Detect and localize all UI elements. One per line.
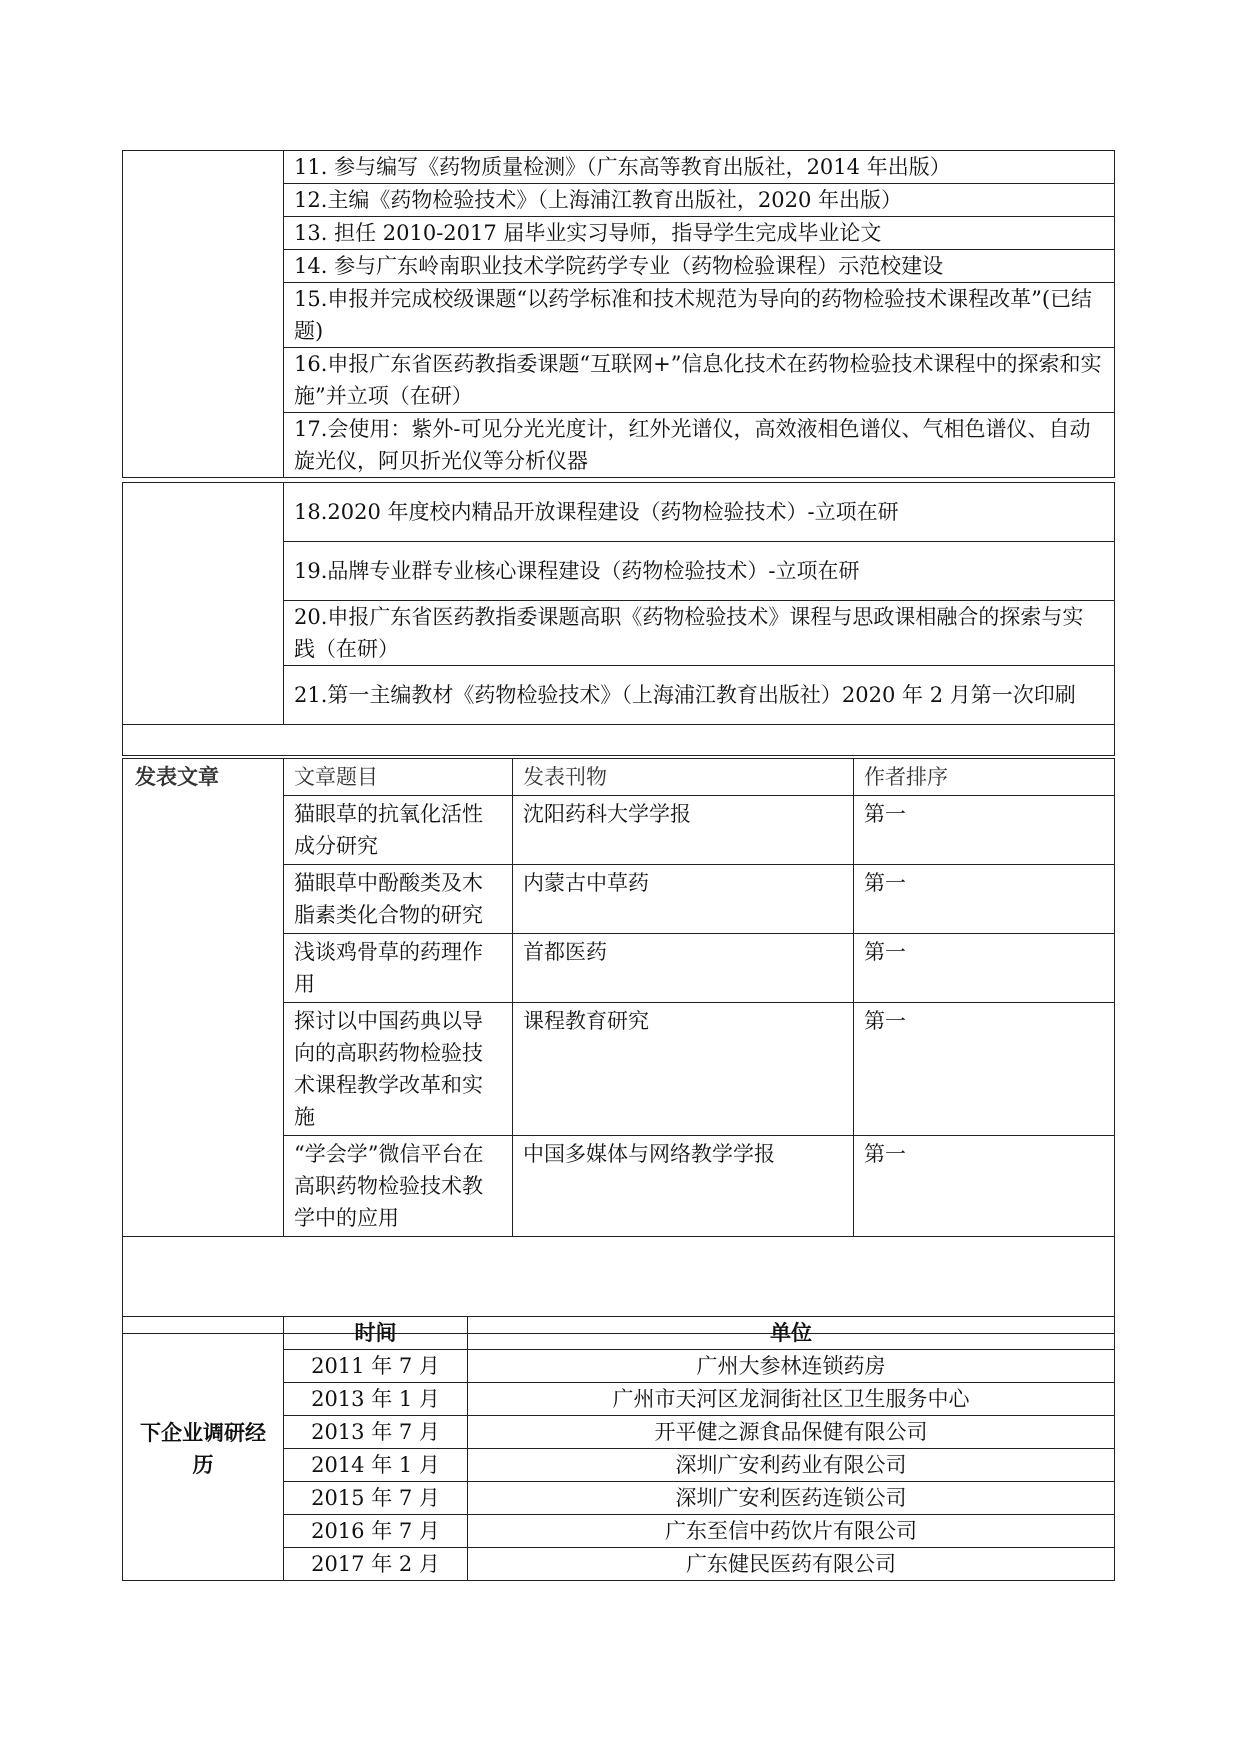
- visit-unit: 深圳广安利药业有限公司: [468, 1449, 1115, 1482]
- visits-label-text: 下企业调研经历: [140, 1420, 266, 1477]
- pub-order: 第一: [854, 934, 1115, 1003]
- blank-row: [123, 725, 1115, 756]
- visit-unit: 开平健之源食品保健有限公司: [468, 1416, 1115, 1449]
- visits-table: [122, 1316, 1115, 1581]
- publications-table: [122, 758, 1115, 1334]
- pub-title: 探讨以中国药典以导向的高职药物检验技术课程教学改革和实施: [284, 1003, 513, 1136]
- pub-order: 第一: [854, 796, 1115, 865]
- activity-item: 11. 参与编写《药物质量检测》（广东高等教育出版社，2014 年出版）: [284, 151, 1115, 184]
- pub-title: 猫眼草的抗氧化活性成分研究: [284, 796, 513, 865]
- activities-table: [122, 150, 1115, 478]
- visit-time: 2011 年 7 月: [284, 1350, 468, 1383]
- activity-item: 17.会使用：紫外-可见分光光度计，红外光谱仪，高效液相色谱仪、气相色谱仪、自动旋光仪，阿贝折光仪等分析仪器: [284, 413, 1115, 478]
- pub-title: “学会学”微信平台在高职药物检验技术教学中的应用: [284, 1136, 513, 1237]
- activity-item: 15.申报并完成校级课题“以药学标准和技术规范为导向的药物检验技术课程改革”(已结题): [284, 283, 1115, 348]
- pub-journal: 课程教育研究: [513, 1003, 854, 1136]
- header-unit: 单位: [468, 1317, 1115, 1350]
- activities-label-cell: [123, 151, 284, 478]
- project-item: 21.第一主编教材《药物检验技术》（上海浦江教育出版社）2020 年 2 月第一次印刷: [284, 666, 1115, 725]
- visit-time: 2013 年 7 月: [284, 1416, 468, 1449]
- pub-title: 猫眼草中酚酸类及木脂素类化合物的研究: [284, 865, 513, 934]
- activity-item: 13. 担任 2010-2017 届毕业实习导师，指导学生完成毕业论文: [284, 217, 1115, 250]
- visit-unit: 广东至信中药饮片有限公司: [468, 1515, 1115, 1548]
- table-row: [123, 725, 1115, 756]
- header-order: 作者排序: [854, 759, 1115, 796]
- visits-label: [123, 1317, 284, 1581]
- activity-item: 12.主编《药物检验技术》（上海浦江教育出版社，2020 年出版）: [284, 184, 1115, 217]
- pub-journal: 中国多媒体与网络教学学报: [513, 1136, 854, 1237]
- visit-time: 2016 年 7 月: [284, 1515, 468, 1548]
- project-item: 20.申报广东省医药教指委课题高职《药物检验技术》课程与思政课相融合的探索与实践（在研）: [284, 601, 1115, 666]
- activity-item: 16.申报广东省医药教指委课题“互联网+”信息化技术在药物检验技术课程中的探索和实施”并立项（在研）: [284, 348, 1115, 413]
- pub-order: 第一: [854, 1136, 1115, 1237]
- header-time: 时间: [284, 1317, 468, 1350]
- table-row: [123, 1317, 1115, 1350]
- visit-time: 2017 年 2 月: [284, 1548, 468, 1581]
- table-row: [123, 759, 1115, 796]
- projects-table: [122, 482, 1115, 756]
- projects-label-cell: [123, 483, 284, 725]
- project-item: 18.2020 年度校内精品开放课程建设（药物检验技术）-立项在研: [284, 483, 1115, 542]
- visit-unit: 广东健民医药有限公司: [468, 1548, 1115, 1581]
- pub-title: 浅谈鸡骨草的药理作用: [284, 934, 513, 1003]
- visit-unit: 广州市天河区龙洞街社区卫生服务中心: [468, 1383, 1115, 1416]
- pub-order: 第一: [854, 865, 1115, 934]
- visit-time: 2014 年 1 月: [284, 1449, 468, 1482]
- header-journal: 发表刊物: [513, 759, 854, 796]
- pub-journal: 首都医药: [513, 934, 854, 1003]
- visit-time: 2015 年 7 月: [284, 1482, 468, 1515]
- pub-order: 第一: [854, 1003, 1115, 1136]
- project-item: 19.品牌专业群专业核心课程建设（药物检验技术）-立项在研: [284, 542, 1115, 601]
- activity-item: 14. 参与广东岭南职业技术学院药学专业（药物检验课程）示范校建设: [284, 250, 1115, 283]
- visit-unit: 广州大参林连锁药房: [468, 1350, 1115, 1383]
- table-row: [123, 151, 1115, 184]
- publications-label: 发表文章: [123, 759, 284, 1237]
- visit-time: 2013 年 1 月: [284, 1383, 468, 1416]
- pub-journal: 内蒙古中草药: [513, 865, 854, 934]
- visit-unit: 深圳广安利医药连锁公司: [468, 1482, 1115, 1515]
- pub-journal: 沈阳药科大学学报: [513, 796, 854, 865]
- header-title: 文章题目: [284, 759, 513, 796]
- table-row: [123, 483, 1115, 542]
